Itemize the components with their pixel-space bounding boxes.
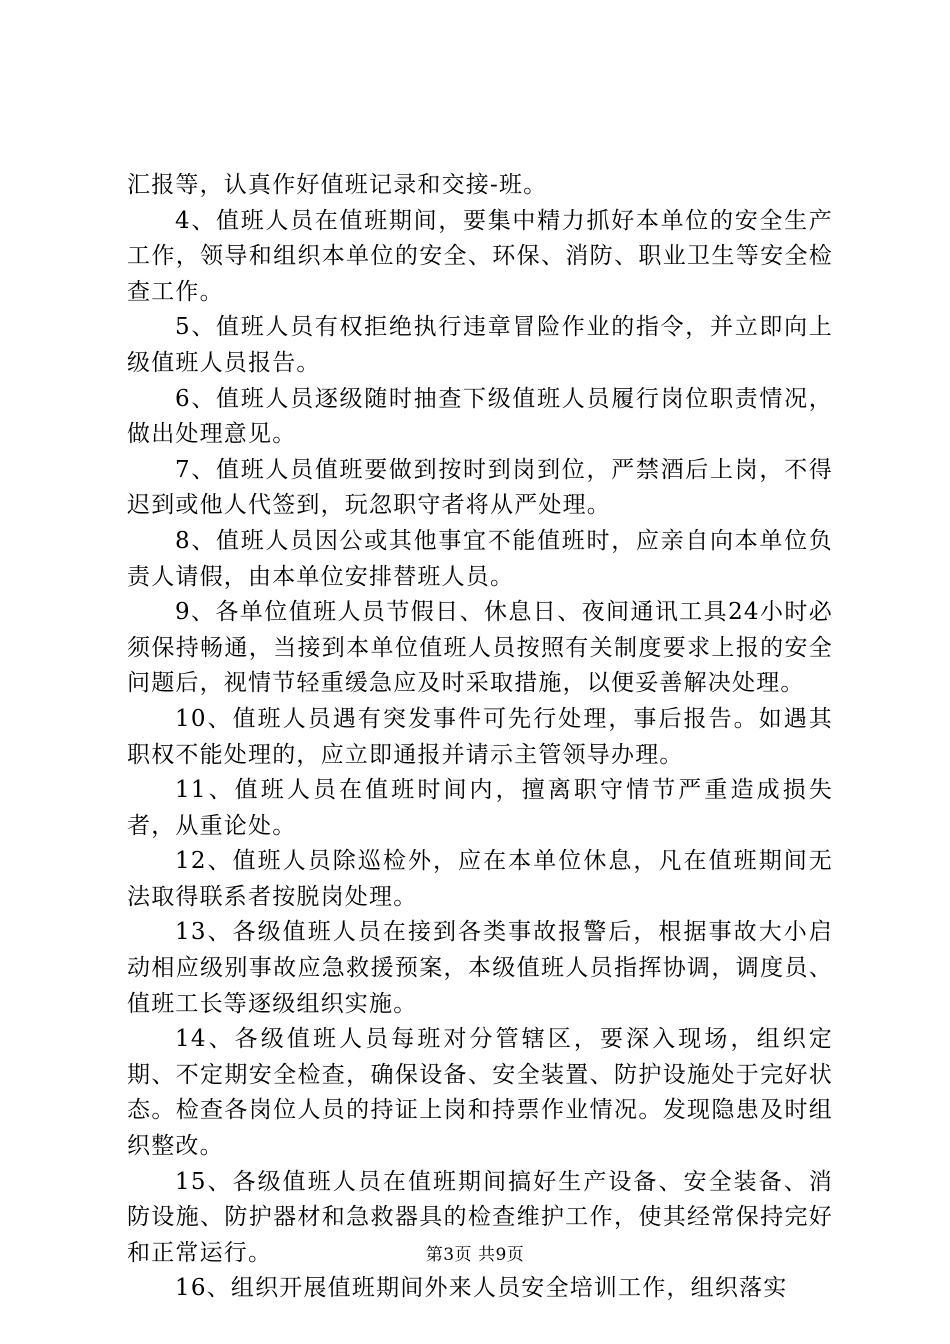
paragraph-item-6: 6、值班人员逐级随时抽查下级值班人员履行岗位职责情况，做出处理意见。 xyxy=(127,385,833,448)
page-number-footer: 第3页 共9页 xyxy=(425,1245,525,1265)
paragraph-item-12: 12、值班人员除巡检外，应在本单位休息，凡在值班期间无法取得联系者按脱岗处理。 xyxy=(127,848,833,910)
paragraph-item-7: 7、值班人员值班要做到按时到岗到位，严禁酒后上岗，不得迟到或他人代签到，玩忽职守者将从严处理。 xyxy=(127,456,833,519)
paragraph-item-10: 10、值班人员遇有突发事件可先行处理，事后报告。如遇其职权不能处理的，应立即通报并请示主管领导办理。 xyxy=(127,705,833,768)
paragraph-continuation: 汇报等，认真作好值班记录和交接-班。 xyxy=(127,172,548,198)
paragraph-item-8: 8、值班人员因公或其他事宜不能值班时，应亲自向本单位负责人请假，由本单位安排替班人员。 xyxy=(127,527,833,590)
paragraph-item-15: 15、各级值班人员在值班期间搞好生产设备、安全装备、消防设施、防护器材和急救器具的检查维护工作，使其经常保持完好和正常运行。 xyxy=(127,1168,833,1266)
paragraph-item-13: 13、各级值班人员在接到各类事故报警后，根据事故大小启动相应级别事故应急救援预案，本级值班人员指挥协调，调度员、值班工长等逐级组织实施。 xyxy=(127,919,833,1017)
paragraph-item-5: 5、值班人员有权拒绝执行违章冒险作业的指令，并立即向上级值班人员报告。 xyxy=(127,314,833,376)
paragraph-item-11: 11、值班人员在值班时间内，擅离职守情节严重造成损失者，从重论处。 xyxy=(127,777,833,839)
paragraph-item-9: 9、各单位值班人员节假日、休息日、夜间通讯工具24小时必须保持畅通，当接到本单位值班人员按照有关制度要求上报的安全问题后，视情节轻重缓急应及时采取措施，以便妥善解决处理。 xyxy=(127,599,833,697)
paragraph-item-14: 14、各级值班人员每班对分管辖区，要深入现场，组织定期、不定期安全检查，确保设备、安全装置、防护设施处于完好状态。检查各岗位人员的持证上岗和持票作业情况。发现隐患及时组织整改。 xyxy=(127,1026,833,1160)
paragraph-item-16: 16、组织开展值班期间外来人员安全培训工作，组织落实 xyxy=(175,1275,788,1302)
paragraph-item-4: 4、值班人员在值班期间，要集中精力抓好本单位的安全生产工作，领导和组织本单位的安全、环保、消防、职业卫生等安全检查工作。 xyxy=(127,207,833,305)
document-body xyxy=(127,168,833,1307)
